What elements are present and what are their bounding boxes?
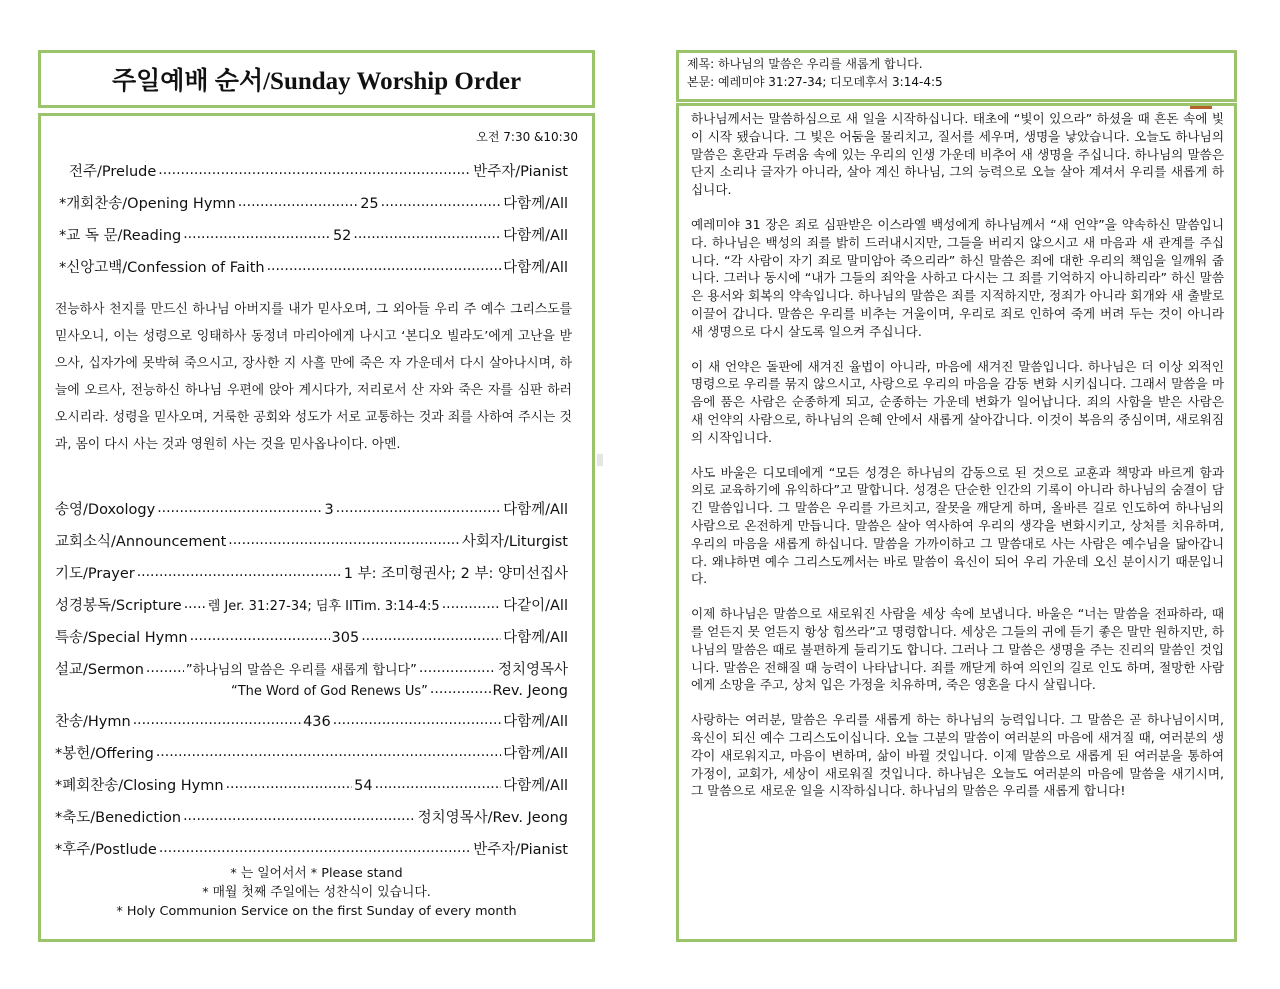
order-item-label: *봉헌/Offering bbox=[55, 746, 154, 762]
dot-leader bbox=[381, 194, 501, 209]
order-item-label: 교회소식/Announcement bbox=[55, 534, 227, 550]
order-row-offering bbox=[55, 742, 568, 763]
dot-leader bbox=[375, 776, 502, 791]
dot-leader bbox=[238, 194, 358, 209]
order-item-number: 436 bbox=[303, 714, 331, 730]
sermon-header bbox=[676, 50, 1237, 102]
dot-leader bbox=[267, 258, 502, 273]
sermon-paragraph: 하나님께서는 말씀하심으로 새 일을 시작하십니다. 태초에 “빛이 있으라” 하셨을 때 흔돈 속에 빛이 시작 됐습니다. 그 빛은 어둠을 물리치고, 질서를 세우며, 생명을 낳았습니다. 오늘도 하나님의 말씀은 혼란과 두려움 속에 있는 우리의 인생 가운데 비추어 새 생명을 주십니다. 하나님의 말씀은 단지 소리나 글자가 아니라, 살아 계신 하나님, 그의 능력으로 오늘 살아 계셔서 우리를 새롭게 하십니다. bbox=[691, 111, 1224, 198]
order-row-confession bbox=[55, 256, 568, 277]
dot-leader bbox=[228, 532, 460, 547]
sermon-title-line: 제목: 하나님의 말씀은 우리를 새롭게 합니다. bbox=[687, 57, 923, 71]
sermon-paragraph: 이제 하나님은 말씀으로 새로워진 사람을 세상 속에 보냅니다. 바울은 “너는 말씀을 전파하라, 때를 얻든지 못 얻든지 항상 힘쓰라”고 명령합니다. 세상은 그들의 귀에 듣기 좋은 말만 원하지만, 하나님의 말씀은 때로 불편하게 들리기도 합니다. 그러나 그 말씀은 생명을 주는 진리의 말씀인 것입니다. 말씀은 전해질 때 능력이 나타납니다. 죄를 깨닫게 하여 의인의 길로 인도 하며, 절망한 사람에게 소망을 주고, 상처 입은 가정을 치유하며, 죽은 영혼을 다시 살립니다. bbox=[691, 606, 1224, 693]
apostles-creed: 전능하사 천지를 만드신 하나님 아버지를 내가 믿사오며, 그 외아들 우리 주 예수 그리스도를 믿사오니, 이는 성령으로 잉태하사 동정녀 마리아에게 나시고 ‘본디오 빌라도’에게 고난을 받으사, 십자가에 못박혀 죽으시고, 장사한 지 사흘 만에 죽은 자 가운데서 다시 살아나시며, 하늘에 오르사, 전능하신 하나님 우편에 앉아 계시다가, 저리로서 산 자와 죽은 자를 심판 하러 오시리라. 성령을 믿사오며, 거룩한 공회와 성도가 서로 교통하는 것과 죄를 사하여 주시는 것과, 몸이 다시 사는 것과 영원히 사는 것을 믿사옵나이다. 아멘. bbox=[55, 302, 572, 452]
dot-leader bbox=[190, 628, 330, 643]
note-communion-ko: * 매월 첫째 주일에는 성찬식이 있습니다. bbox=[202, 885, 431, 900]
order-item-label: *신앙고백/Confession of Faith bbox=[59, 260, 265, 276]
order-item-label: 전주/Prelude bbox=[69, 164, 157, 180]
order-item-number: 25 bbox=[360, 196, 379, 212]
order-item-leader: 다함께/All bbox=[503, 502, 568, 518]
dot-leader bbox=[183, 226, 331, 241]
sermon-paragraph: 사랑하는 여러분, 말씀은 우리를 새롭게 하는 하나님의 능력입니다. 그 말씀은 곧 하나님이시며, 육신이 되신 예수 그리스도이십니다. 오늘 그분의 말씀이 여러분의 마음에 새겨질 때, 여러분의 생각이 새로워지고, 마음이 변하며, 삶이 바뀔 것입니다. 이제 말씀으로 새롭게 된 여러분을 통하여 가정이, 교회가, 세상이 새로워질 것입니다. 하나님은 오늘도 여러분의 마음에 말씀을 새기시며, 그 말씀으로 새로운 일을 시작하십니다. 하나님의 말씀은 우리를 새롭게 합니다! bbox=[691, 712, 1224, 799]
sermon-body bbox=[676, 103, 1237, 942]
service-time: 오전 7:30 &10:30 bbox=[476, 130, 578, 144]
worship-order-panel bbox=[38, 113, 595, 942]
fold-mark bbox=[597, 454, 603, 466]
order-item-leader: 다같이/All bbox=[503, 598, 568, 614]
dot-leader bbox=[336, 500, 501, 515]
order-item-leader: 정치영목사 bbox=[497, 662, 568, 678]
scripture-reference: 렘 Jer. 31:27-34; 딤후 IITim. 3:14-4:5 bbox=[207, 599, 440, 614]
order-item-label: *후주/Postlude bbox=[55, 842, 157, 858]
sermon-text-line: 본문: 예레미야 31:27-34; 디모데후서 3:14-4:5 bbox=[687, 75, 943, 89]
order-item-label: *폐회찬송/Closing Hymn bbox=[55, 778, 224, 794]
order-item-label: *교 독 문/Reading bbox=[59, 228, 182, 244]
dot-leader bbox=[419, 660, 496, 675]
dot-leader bbox=[430, 680, 491, 695]
order-row-prelude bbox=[55, 160, 568, 181]
dot-leader bbox=[442, 596, 501, 611]
dot-leader bbox=[158, 162, 471, 177]
order-item-number: 52 bbox=[332, 228, 352, 244]
order-row-prayer bbox=[55, 562, 568, 583]
order-row-postlude bbox=[55, 838, 568, 859]
dot-leader bbox=[353, 226, 501, 241]
order-item-leader: 반주자/Pianist bbox=[473, 842, 568, 858]
sermon-title-ko: ”하나님의 말씀은 우리를 새롭게 합니다” bbox=[185, 663, 417, 678]
order-item-label: *축도/Benediction bbox=[55, 810, 182, 826]
order-row-opening-hymn bbox=[55, 192, 568, 213]
sermon-title-en: “The Word of God Renews Us” bbox=[231, 683, 428, 699]
order-item-label: 성경봉독/Scripture bbox=[55, 598, 182, 614]
order-row-sermon bbox=[55, 658, 568, 679]
dot-leader bbox=[156, 744, 501, 759]
accent-mark bbox=[1190, 106, 1212, 109]
order-item-leader: 다함께/All bbox=[503, 630, 568, 646]
dot-leader bbox=[137, 564, 342, 579]
order-item-leader: 다함께/All bbox=[503, 778, 568, 794]
sermon-paragraph: 이 새 언약은 돌판에 새겨진 율법이 아니라, 마음에 새겨진 말씀입니다. 하나님은 더 이상 외적인 명령으로 우리를 묶지 않으시고, 사랑으로 우리의 마음을 감동 변화 시키십니다. 그래서 말씀을 마음에 품은 사람은 순종하게 되고, 순종하는 가운데 변화가 일어납니다. 죄의 사함을 받은 사람은 새 언약의 사람으로, 하나님의 은혜 안에서 새롭게 살아갑니다. 이것이 복음의 중심이며, 새로워짐의 시작입니다. bbox=[691, 358, 1224, 445]
order-item-label: *개회찬송/Opening Hymn bbox=[59, 196, 236, 212]
sermon-paragraph: 사도 바울은 디모데에게 “모든 성경은 하나님의 감동으로 된 것으로 교훈과 책망과 바르게 함과 의로 교육하기에 유익하다”고 말합니다. 성경은 단순한 인간의 기록이 아니라 하나님의 숨결이 담긴 말씀입니다. 그 말씀은 우리를 가르치고, 잘못을 깨닫게 하며, 올바른 길로 인도하여 하나님의 사람으로 온전하게 만듭니다. 말씀은 살아 역사하여 우리의 생각을 변화시키고, 상처를 치유하며, 우리의 마음을 새롭게 하십니다. 말씀을 가까이하고 그 말씀대로 사는 사람은 예수님을 닮아갑니다. 왜냐하면 예수 그리스도께서는 바로 말씀이 육신이 되어 우리 가운데 오신 분이시기 때문입니다. bbox=[691, 464, 1224, 587]
order-item-label: 송영/Doxology bbox=[55, 502, 156, 518]
order-item-leader: 다함께/All bbox=[503, 228, 568, 244]
order-row-reading bbox=[55, 224, 568, 245]
sermon-paragraph: 예레미야 31 장은 죄로 심판받은 이스라엘 백성에게 하나님께서 “새 언약”을 약속하신 말씀입니다. 하나님은 백성의 죄를 밝히 드러내시지만, 그들을 버리지 않으시고 새 마음과 새 관계를 주십니다. “각 사람이 자기 죄로 말미암아 죽으리라” 하신 말씀은 죄에 대한 우리의 책임을 일깨워 줍니다. 그러나 동시에 “내가 그들의 죄악을 사하고 다시는 그 죄를 기억하지 아니하리라” 하신 말씀은 용서와 회복의 약속입니다. 하나님의 말씀은 죄를 지적하지만, 정죄가 아니라 회개와 새 출발로 이끌어 갑니다. 말씀은 우리를 비추는 거울이며, 우리로 죄로 인하여 죽게 버려 두는 것이 아니라 새 생명으로 다시 살도록 일으켜 주십니다. bbox=[691, 216, 1224, 339]
order-item-leader: 다함께/All bbox=[503, 196, 568, 212]
dot-leader bbox=[159, 840, 471, 855]
order-item-label: 설교/Sermon bbox=[55, 662, 144, 678]
title-frame bbox=[38, 50, 595, 108]
order-row-special-hymn bbox=[55, 626, 568, 647]
order-item-label: 특송/Special Hymn bbox=[55, 630, 188, 646]
note-communion-en: * Holy Communion Service on the first Sunday of every month bbox=[116, 904, 517, 919]
order-item-leader: 사회자/Liturgist bbox=[461, 534, 568, 550]
dot-leader bbox=[183, 808, 415, 823]
note-stand: * 는 일어서서 * Please stand bbox=[230, 866, 403, 881]
order-item-label: 찬송/Hymn bbox=[55, 714, 131, 730]
order-item-label: 기도/Prayer bbox=[55, 566, 135, 582]
order-item-number: 305 bbox=[331, 630, 360, 646]
order-item-number: 3 bbox=[324, 502, 334, 518]
dot-leader bbox=[133, 712, 301, 727]
order-row-sermon-en bbox=[231, 680, 568, 699]
dot-leader bbox=[146, 660, 184, 675]
order-row-closing-hymn bbox=[55, 774, 568, 795]
footnotes bbox=[41, 864, 592, 921]
page-title: 주일예배 순서/Sunday Worship Order bbox=[111, 68, 522, 95]
dot-leader bbox=[157, 500, 322, 515]
order-row-hymn bbox=[55, 710, 568, 731]
order-item-leader: 다함께/All bbox=[503, 714, 568, 730]
dot-leader bbox=[226, 776, 353, 791]
order-row-doxology bbox=[55, 498, 568, 519]
order-item-leader: 정치영목사/Rev. Jeong bbox=[417, 810, 568, 826]
dot-leader bbox=[361, 628, 501, 643]
order-item-leader: 다함께/All bbox=[503, 746, 568, 762]
order-row-scripture bbox=[55, 594, 568, 615]
order-row-benediction bbox=[55, 806, 568, 827]
dot-leader bbox=[184, 596, 206, 611]
dot-leader bbox=[333, 712, 501, 727]
order-item-leader: Rev. Jeong bbox=[492, 682, 568, 699]
order-item-number: 54 bbox=[354, 778, 373, 794]
order-item-leader: 반주자/Pianist bbox=[473, 164, 568, 180]
order-item-leader: 다함께/All bbox=[503, 260, 568, 276]
order-item-leader: 1 부: 조미형권사; 2 부: 양미선집사 bbox=[343, 566, 568, 582]
order-row-announcement bbox=[55, 530, 568, 551]
